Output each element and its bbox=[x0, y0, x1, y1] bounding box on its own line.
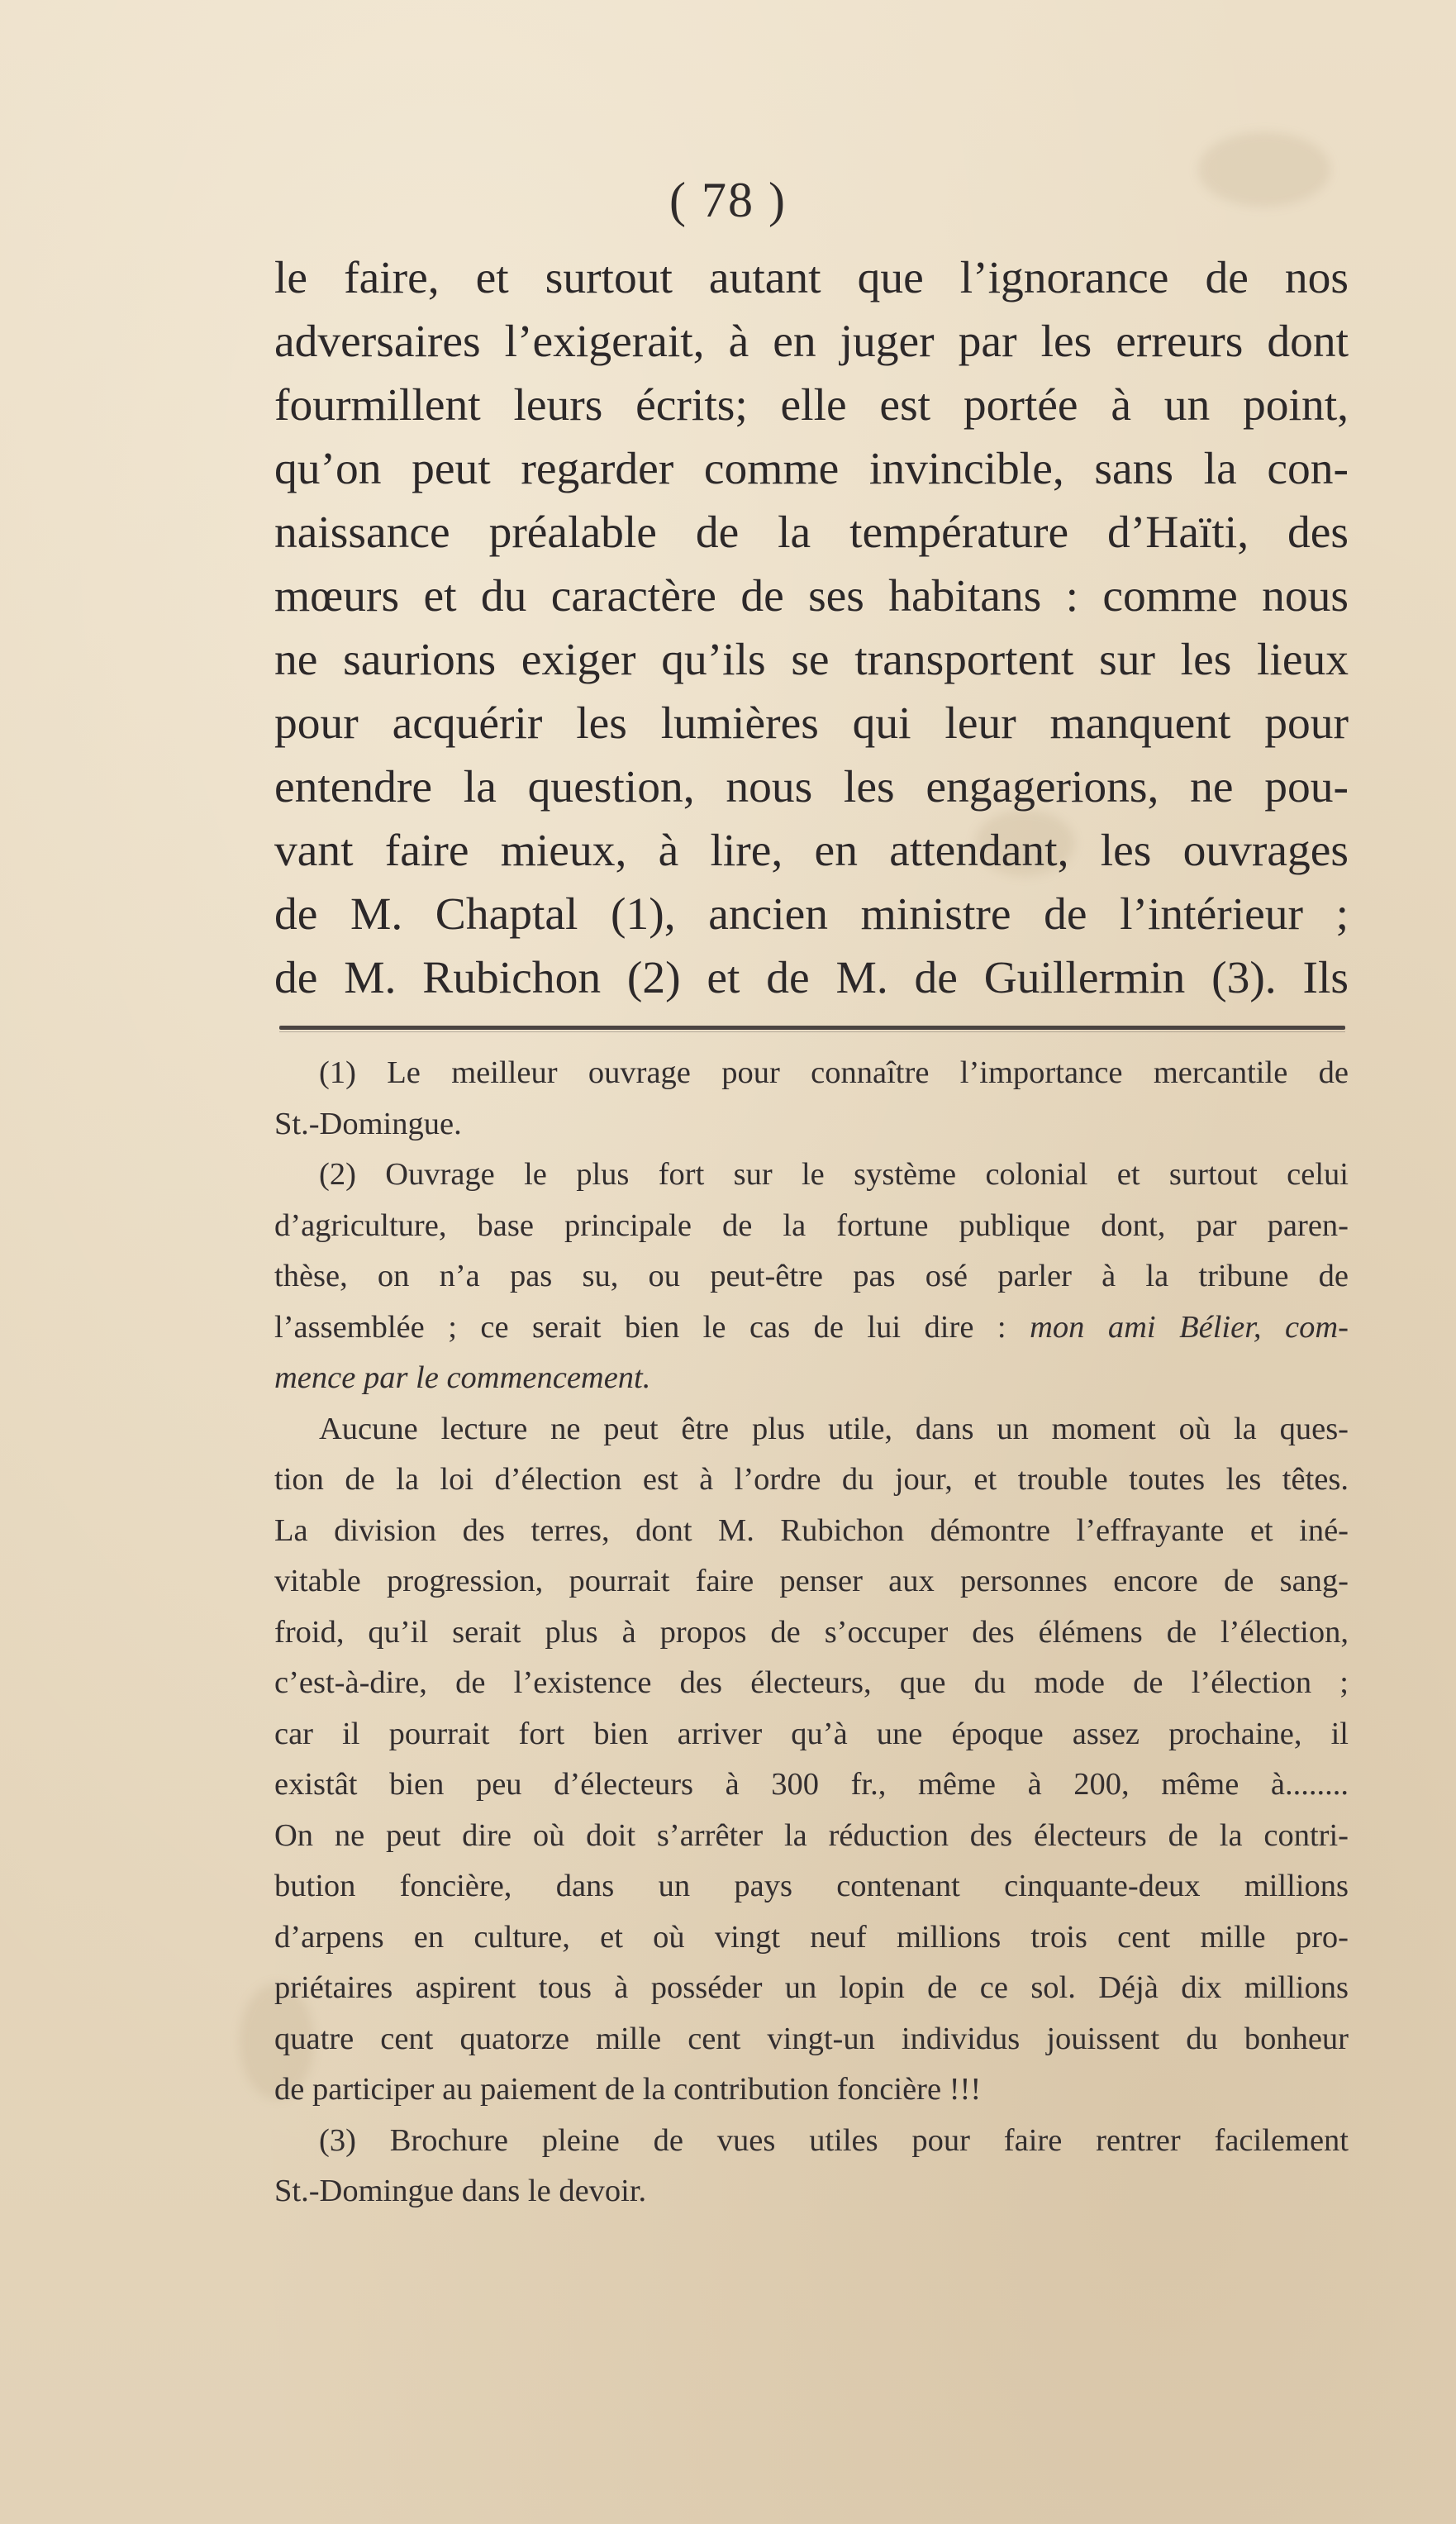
footnote-2-line: (2) Ouvrage le plus fort sur le système colonial et surtout celui bbox=[319, 1157, 1349, 1192]
footnote-2-continuation-line: vitable progression, pourrait faire penser aux personnes encore de sang- bbox=[274, 1564, 1349, 1598]
footnote-2-text: l’assemblée ; ce serait bien le cas de lui dire : bbox=[274, 1309, 1030, 1345]
footnote-2-line bbox=[274, 1353, 1349, 1404]
footnote-1-line: (1) Le meilleur ouvrage pour connaître l’importance mercantile de bbox=[319, 1055, 1349, 1090]
footnote-2-continuation-line: de participer au paiement de la contribution foncière !!! bbox=[274, 2072, 982, 2107]
footnote-2-line: thèse, on n’a pas su, ou peut-être pas osé parler à la tribune de bbox=[274, 1259, 1349, 1293]
text-line: vant faire mieux, à lire, en attendant, les ouvrages bbox=[274, 826, 1349, 876]
footnote-2-line bbox=[274, 1302, 1349, 1354]
text-line: de M. Chaptal (1), ancien ministre de l’intérieur ; bbox=[274, 889, 1349, 940]
footnote-2-italic-quote: mence par le commencement. bbox=[274, 1360, 651, 1395]
footnote-2-continuation-line: c’est-à-dire, de l’existence des électeurs, que du mode de l’élection ; bbox=[274, 1665, 1349, 1700]
page-number: ( 78 ) bbox=[669, 173, 787, 227]
footnote-2-continuation-line: bution foncière, dans un pays contenant cinquante-deux millions bbox=[274, 1869, 1349, 1903]
text-line: le faire, et surtout autant que l’ignorance de nos bbox=[274, 253, 1349, 303]
text-line: mœurs et du caractère de ses habitans : comme nous bbox=[274, 571, 1349, 621]
footnote-2-continuation-line: tion de la loi d’élection est à l’ordre du jour, et trouble toutes les têtes. bbox=[274, 1462, 1349, 1497]
footnote-2-continuation-line: d’arpens en culture, et où vingt neuf millions trois cent mille pro- bbox=[274, 1919, 1349, 1955]
footnote-2-continuation-line: car il pourrait fort bien arriver qu’à une époque assez prochaine, il bbox=[274, 1716, 1349, 1751]
footnote-3-line: St.-Domingue dans le devoir. bbox=[274, 2174, 647, 2208]
footnote-2-continuation-line: On ne peut dire où doit s’arrêter la réduction des électeurs de la contri- bbox=[274, 1817, 1349, 1853]
footnote-separator-rule bbox=[279, 1026, 1345, 1030]
text-line: pour acquérir les lumières qui leur manquent pour bbox=[274, 698, 1349, 749]
footnote-2-line: d’agriculture, base principale de la fortune publique dont, par paren- bbox=[274, 1207, 1349, 1243]
text-line: entendre la question, nous les engagerions, ne pou- bbox=[274, 762, 1349, 812]
footnote-2-continuation-line: existât bien peu d’électeurs à 300 fr., même à 200, même à........ bbox=[274, 1767, 1349, 1802]
footnote-2-continuation-line: priétaires aspirent tous à posséder un lopin de ce sol. Déjà dix millions bbox=[274, 1970, 1349, 2005]
text-line: de M. Rubichon (2) et de M. de Guillermin (3). Ils bbox=[274, 953, 1349, 1003]
footnote-2-continuation-line: La division des terres, dont M. Rubichon démontre l’effrayante et iné- bbox=[274, 1512, 1349, 1548]
footnote-1-line: St.-Domingue. bbox=[274, 1106, 462, 1141]
text-line: adversaires l’exigerait, à en juger par les erreurs dont bbox=[274, 317, 1349, 367]
main-text-block bbox=[274, 246, 1349, 1010]
text-line: fourmillent leurs écrits; elle est portée à un point, bbox=[274, 380, 1349, 431]
footnote-2-italic-quote: mon ami Bélier, com- bbox=[1030, 1309, 1349, 1345]
text-line: qu’on peut regarder comme invincible, sans la con- bbox=[274, 444, 1349, 494]
footnote-2-continuation-line: quatre cent quatorze mille cent vingt-un individus jouissent du bonheur bbox=[274, 2021, 1349, 2056]
footnote-2-continuation-line: Aucune lecture ne peut être plus utile, dans un moment où la ques- bbox=[319, 1411, 1349, 1446]
text-line: naissance préalable de la température d’Haïti, des bbox=[274, 507, 1349, 558]
footnotes-block bbox=[274, 1048, 1349, 2217]
text-line: ne saurions exiger qu’ils se transportent sur les lieux bbox=[274, 635, 1349, 685]
footnote-3-line: (3) Brochure pleine de vues utiles pour faire rentrer facilement bbox=[319, 2122, 1349, 2158]
footnote-2-continuation-line: froid, qu’il serait plus à propos de s’occuper des élémens de l’élection, bbox=[274, 1614, 1349, 1650]
